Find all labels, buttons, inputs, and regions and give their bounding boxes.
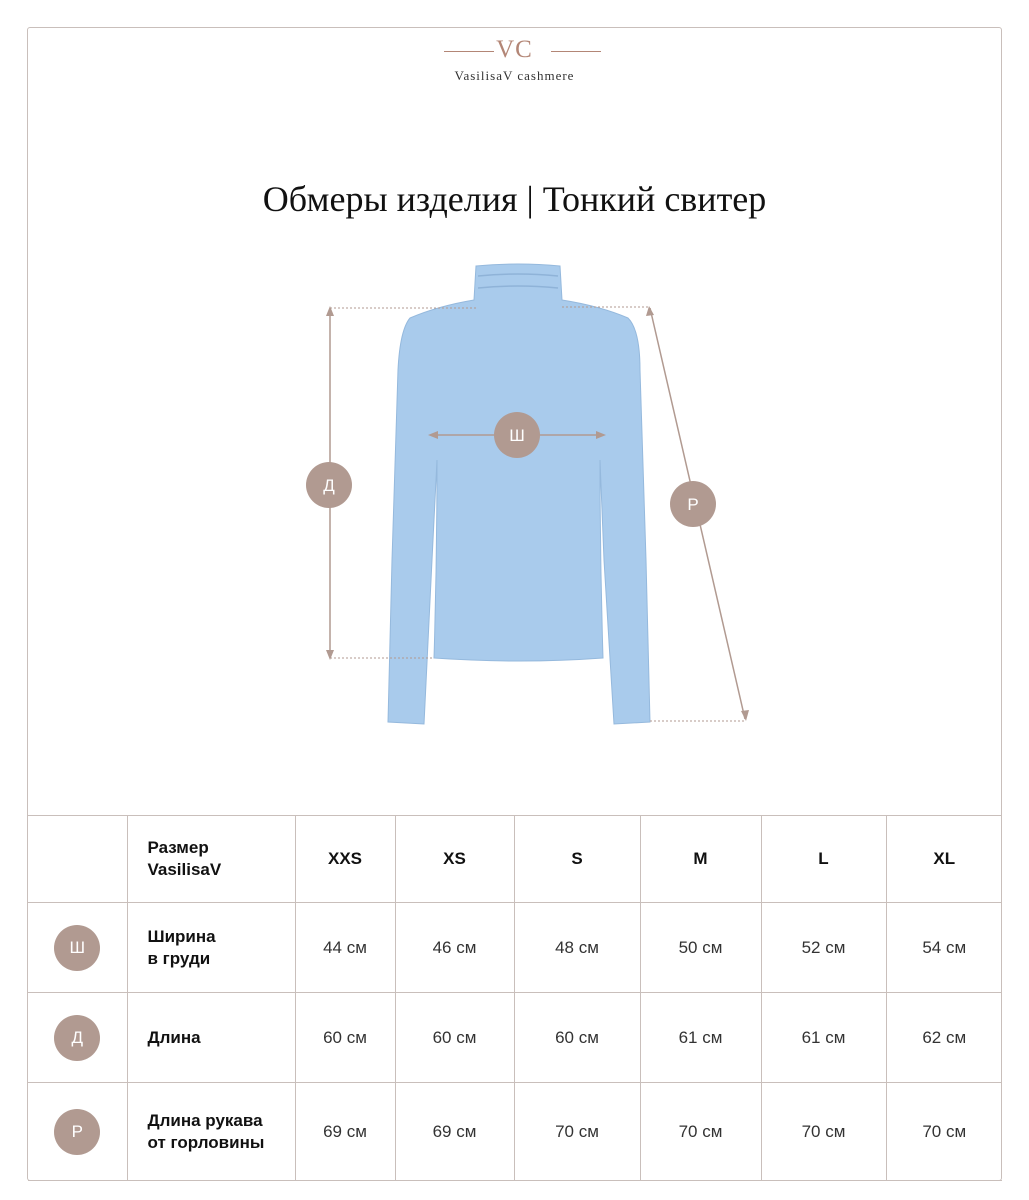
table-cell: 60 см bbox=[395, 993, 514, 1083]
width-row-label: Ширина в груди bbox=[127, 903, 295, 993]
table-cell: 62 см bbox=[886, 993, 1002, 1083]
sleeve-row-badge: Р bbox=[54, 1109, 100, 1155]
size-header-s: S bbox=[514, 816, 640, 903]
table-header-row bbox=[28, 816, 1002, 903]
table-row-sleeve bbox=[28, 1083, 1002, 1181]
size-header-l: L bbox=[761, 816, 886, 903]
size-header-xl: XL bbox=[886, 816, 1002, 903]
table-cell: 46 см bbox=[395, 903, 514, 993]
table-cell: 70 см bbox=[640, 1083, 761, 1181]
table-cell: 61 см bbox=[640, 993, 761, 1083]
size-header-xxs: XXS bbox=[295, 816, 395, 903]
table-cell: 60 см bbox=[295, 993, 395, 1083]
brand-monogram: VC bbox=[496, 36, 533, 63]
sleeve-badge bbox=[670, 481, 716, 527]
table-cell: 69 см bbox=[295, 1083, 395, 1181]
table-cell: 44 см bbox=[295, 903, 395, 993]
table-row-length bbox=[28, 993, 1002, 1083]
width-badge bbox=[494, 412, 540, 458]
svg-text:Р: Р bbox=[687, 495, 699, 514]
width-row-badge: Ш bbox=[54, 925, 100, 971]
page-title: Обмеры изделия | Тонкий свитер bbox=[262, 179, 767, 219]
table-cell: 54 см bbox=[886, 903, 1002, 993]
svg-text:Д: Д bbox=[323, 476, 335, 495]
header-empty-cell bbox=[28, 816, 127, 903]
table-cell: 70 см bbox=[514, 1083, 640, 1181]
length-row-badge: Д bbox=[54, 1015, 100, 1061]
length-badge bbox=[306, 462, 352, 508]
sweater-illustration bbox=[388, 264, 650, 724]
sleeve-row-label: Длина рукава от горловины bbox=[127, 1083, 295, 1181]
table-cell: 61 см bbox=[761, 993, 886, 1083]
size-header-m: M bbox=[640, 816, 761, 903]
table-cell: 48 см bbox=[514, 903, 640, 993]
table-cell: 52 см bbox=[761, 903, 886, 993]
table-row-width bbox=[28, 903, 1002, 993]
brand-name: VasilisaV cashmere bbox=[454, 68, 575, 83]
size-table bbox=[28, 815, 1002, 1181]
svg-text:Ш: Ш bbox=[509, 426, 525, 445]
table-cell: 70 см bbox=[761, 1083, 886, 1181]
table-cell: 50 см bbox=[640, 903, 761, 993]
header-size-label: Размер VasilisaV bbox=[127, 816, 295, 903]
table-cell: 70 см bbox=[886, 1083, 1002, 1181]
length-row-label: Длина bbox=[127, 993, 295, 1083]
table-cell: 60 см bbox=[514, 993, 640, 1083]
table-cell: 69 см bbox=[395, 1083, 514, 1181]
size-header-xs: XS bbox=[395, 816, 514, 903]
